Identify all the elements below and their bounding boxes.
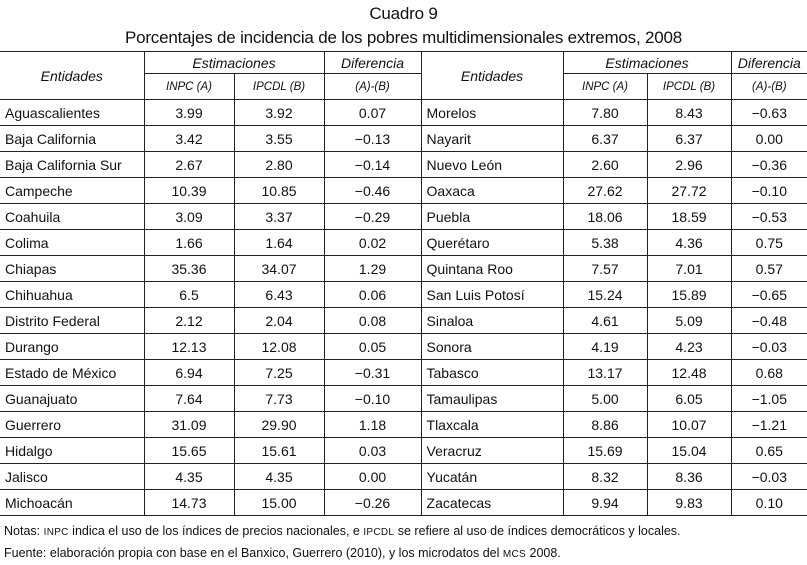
diferencia-cell: 0.10 bbox=[731, 490, 807, 516]
header-entidades-left: Entidades bbox=[0, 52, 144, 100]
entidad-cell: Morelos bbox=[421, 100, 563, 126]
header-entidades-right: Entidades bbox=[421, 52, 563, 100]
inpc-cell: 12.13 bbox=[144, 334, 234, 360]
table-row bbox=[0, 230, 807, 256]
diferencia-cell: 0.75 bbox=[731, 230, 807, 256]
entidad-cell: Zacatecas bbox=[421, 490, 563, 516]
ipcdl-cell: 10.85 bbox=[234, 178, 324, 204]
header-inpc-left: INPC (A) bbox=[144, 74, 234, 100]
inpc-cell: 8.32 bbox=[563, 464, 647, 490]
inpc-cell: 3.99 bbox=[144, 100, 234, 126]
notes-text-2: se refiere al uso de índices democráticos y locales. bbox=[394, 524, 681, 538]
diferencia-cell: 0.68 bbox=[731, 360, 807, 386]
table-body bbox=[0, 100, 807, 516]
ipcdl-cell: 2.96 bbox=[647, 152, 731, 178]
entidad-cell: Oaxaca bbox=[421, 178, 563, 204]
diferencia-cell: −0.03 bbox=[731, 334, 807, 360]
inpc-cell: 35.36 bbox=[144, 256, 234, 282]
diferencia-cell: −0.36 bbox=[731, 152, 807, 178]
ipcdl-cell: 12.08 bbox=[234, 334, 324, 360]
ipcdl-cell: 27.72 bbox=[647, 178, 731, 204]
entidad-cell: Aguascalientes bbox=[0, 100, 144, 126]
diferencia-cell: 0.08 bbox=[324, 308, 421, 334]
header-inpc-right: INPC (A) bbox=[563, 74, 647, 100]
header-diferencia-right: Diferencia bbox=[731, 52, 807, 74]
header-diff-left: (A)-(B) bbox=[324, 74, 421, 100]
ipcdl-cell: 7.01 bbox=[647, 256, 731, 282]
diferencia-cell: 1.18 bbox=[324, 412, 421, 438]
diferencia-cell: 0.65 bbox=[731, 438, 807, 464]
entidad-cell: Tlaxcala bbox=[421, 412, 563, 438]
ipcdl-cell: 4.36 bbox=[647, 230, 731, 256]
source-text-1: Fuente: elaboración propia con base en el Banxico, Guerrero (2010), y los microdatos del bbox=[4, 546, 503, 560]
inpc-cell: 2.67 bbox=[144, 152, 234, 178]
header-ipcdl-left: IPCDL (B) bbox=[234, 74, 324, 100]
diferencia-cell: −0.29 bbox=[324, 204, 421, 230]
ipcdl-cell: 8.36 bbox=[647, 464, 731, 490]
inpc-cell: 1.66 bbox=[144, 230, 234, 256]
ipcdl-cell: 12.48 bbox=[647, 360, 731, 386]
inpc-cell: 6.94 bbox=[144, 360, 234, 386]
diferencia-cell: −1.05 bbox=[731, 386, 807, 412]
ipcdl-cell: 4.23 bbox=[647, 334, 731, 360]
inpc-cell: 3.42 bbox=[144, 126, 234, 152]
table-row bbox=[0, 204, 807, 230]
diferencia-cell: −1.21 bbox=[731, 412, 807, 438]
ipcdl-cell: 2.80 bbox=[234, 152, 324, 178]
header-ipcdl-right: IPCDL (B) bbox=[647, 74, 731, 100]
diferencia-cell: 0.00 bbox=[731, 126, 807, 152]
entidad-cell: Coahuila bbox=[0, 204, 144, 230]
inpc-cell: 27.62 bbox=[563, 178, 647, 204]
entidad-cell: Guanajuato bbox=[0, 386, 144, 412]
entidad-cell: Nuevo León bbox=[421, 152, 563, 178]
entidad-cell: Baja California bbox=[0, 126, 144, 152]
inpc-cell: 5.38 bbox=[563, 230, 647, 256]
ipcdl-cell: 34.07 bbox=[234, 256, 324, 282]
inpc-cell: 14.73 bbox=[144, 490, 234, 516]
ipcdl-cell: 9.83 bbox=[647, 490, 731, 516]
inpc-cell: 7.80 bbox=[563, 100, 647, 126]
table-row bbox=[0, 464, 807, 490]
table-row bbox=[0, 308, 807, 334]
header-diferencia-left: Diferencia bbox=[324, 52, 421, 74]
inpc-cell: 15.24 bbox=[563, 282, 647, 308]
diferencia-cell: 1.29 bbox=[324, 256, 421, 282]
inpc-cell: 6.37 bbox=[563, 126, 647, 152]
entidad-cell: Puebla bbox=[421, 204, 563, 230]
inpc-cell: 5.00 bbox=[563, 386, 647, 412]
inpc-cell: 2.12 bbox=[144, 308, 234, 334]
notes-line bbox=[4, 521, 807, 543]
table-title: Cuadro 9 bbox=[369, 4, 438, 23]
inpc-cell: 13.17 bbox=[563, 360, 647, 386]
diferencia-cell: −0.10 bbox=[324, 386, 421, 412]
entidad-cell: Sinaloa bbox=[421, 308, 563, 334]
entidad-cell: Tabasco bbox=[421, 360, 563, 386]
ipcdl-cell: 15.00 bbox=[234, 490, 324, 516]
entidad-cell: Tamaulipas bbox=[421, 386, 563, 412]
diferencia-cell: −0.13 bbox=[324, 126, 421, 152]
inpc-cell: 4.35 bbox=[144, 464, 234, 490]
table-notes bbox=[0, 521, 807, 565]
diferencia-cell: −0.65 bbox=[731, 282, 807, 308]
diferencia-cell: −0.46 bbox=[324, 178, 421, 204]
diferencia-cell: 0.57 bbox=[731, 256, 807, 282]
entidad-cell: Campeche bbox=[0, 178, 144, 204]
ipcdl-cell: 10.07 bbox=[647, 412, 731, 438]
ipcdl-cell: 15.61 bbox=[234, 438, 324, 464]
entidad-cell: Veracruz bbox=[421, 438, 563, 464]
diferencia-cell: −0.26 bbox=[324, 490, 421, 516]
data-table bbox=[0, 51, 807, 516]
entidad-cell: Durango bbox=[0, 334, 144, 360]
diferencia-cell: −0.14 bbox=[324, 152, 421, 178]
inpc-cell: 31.09 bbox=[144, 412, 234, 438]
ipcdl-cell: 6.37 bbox=[647, 126, 731, 152]
entidad-cell: Sonora bbox=[421, 334, 563, 360]
ipcdl-cell: 7.25 bbox=[234, 360, 324, 386]
entidad-cell: Hidalgo bbox=[0, 438, 144, 464]
table-row bbox=[0, 126, 807, 152]
notes-text-1: indica el uso de los índices de precios nacionales, e bbox=[68, 524, 364, 538]
ipcdl-cell: 7.73 bbox=[234, 386, 324, 412]
entidad-cell: Baja California Sur bbox=[0, 152, 144, 178]
ipcdl-cell: 1.64 bbox=[234, 230, 324, 256]
notes-ipcdl-abbr: IPCDL bbox=[363, 527, 395, 538]
table-row bbox=[0, 412, 807, 438]
ipcdl-cell: 3.92 bbox=[234, 100, 324, 126]
source-line bbox=[4, 543, 807, 565]
notes-label: Notas: bbox=[4, 524, 44, 538]
entidad-cell: Estado de México bbox=[0, 360, 144, 386]
inpc-cell: 18.06 bbox=[563, 204, 647, 230]
inpc-cell: 7.57 bbox=[563, 256, 647, 282]
inpc-cell: 4.19 bbox=[563, 334, 647, 360]
entidad-cell: Colima bbox=[0, 230, 144, 256]
table-header bbox=[0, 52, 807, 100]
inpc-cell: 4.61 bbox=[563, 308, 647, 334]
table-row bbox=[0, 282, 807, 308]
diferencia-cell: 0.02 bbox=[324, 230, 421, 256]
diferencia-cell: 0.05 bbox=[324, 334, 421, 360]
notes-inpc-abbr: INPC bbox=[43, 527, 69, 538]
table-subtitle: Porcentajes de incidencia de los pobres multidimensionales extremos, 2008 bbox=[124, 28, 683, 47]
entidad-cell: Quintana Roo bbox=[421, 256, 563, 282]
header-estimaciones-right: Estimaciones bbox=[563, 52, 731, 74]
entidad-cell: Jalisco bbox=[0, 464, 144, 490]
inpc-cell: 7.64 bbox=[144, 386, 234, 412]
entidad-cell: Yucatán bbox=[421, 464, 563, 490]
entidad-cell: San Luis Potosí bbox=[421, 282, 563, 308]
ipcdl-cell: 6.05 bbox=[647, 386, 731, 412]
table-row bbox=[0, 334, 807, 360]
ipcdl-cell: 2.04 bbox=[234, 308, 324, 334]
ipcdl-cell: 15.04 bbox=[647, 438, 731, 464]
entidad-cell: Chiapas bbox=[0, 256, 144, 282]
ipcdl-cell: 6.43 bbox=[234, 282, 324, 308]
inpc-cell: 6.5 bbox=[144, 282, 234, 308]
diferencia-cell: 0.06 bbox=[324, 282, 421, 308]
diferencia-cell: 0.03 bbox=[324, 438, 421, 464]
diferencia-cell: −0.53 bbox=[731, 204, 807, 230]
entidad-cell: Nayarit bbox=[421, 126, 563, 152]
source-mcs-abbr: MCS bbox=[502, 549, 527, 560]
table-row bbox=[0, 256, 807, 282]
source-text-2: 2008. bbox=[526, 546, 561, 560]
ipcdl-cell: 18.59 bbox=[647, 204, 731, 230]
diferencia-cell: −0.63 bbox=[731, 100, 807, 126]
table-row bbox=[0, 100, 807, 126]
ipcdl-cell: 29.90 bbox=[234, 412, 324, 438]
table-row bbox=[0, 152, 807, 178]
table-row bbox=[0, 386, 807, 412]
entidad-cell: Michoacán bbox=[0, 490, 144, 516]
entidad-cell: Distrito Federal bbox=[0, 308, 144, 334]
table-row bbox=[0, 490, 807, 516]
inpc-cell: 2.60 bbox=[563, 152, 647, 178]
diferencia-cell: −0.10 bbox=[731, 178, 807, 204]
inpc-cell: 8.86 bbox=[563, 412, 647, 438]
ipcdl-cell: 3.37 bbox=[234, 204, 324, 230]
entidad-cell: Chihuahua bbox=[0, 282, 144, 308]
ipcdl-cell: 5.09 bbox=[647, 308, 731, 334]
entidad-cell: Guerrero bbox=[0, 412, 144, 438]
diferencia-cell: −0.03 bbox=[731, 464, 807, 490]
ipcdl-cell: 8.43 bbox=[647, 100, 731, 126]
ipcdl-cell: 4.35 bbox=[234, 464, 324, 490]
table-row bbox=[0, 178, 807, 204]
inpc-cell: 3.09 bbox=[144, 204, 234, 230]
diferencia-cell: 0.07 bbox=[324, 100, 421, 126]
inpc-cell: 15.69 bbox=[563, 438, 647, 464]
table-row bbox=[0, 360, 807, 386]
entidad-cell: Querétaro bbox=[421, 230, 563, 256]
diferencia-cell: 0.00 bbox=[324, 464, 421, 490]
inpc-cell: 15.65 bbox=[144, 438, 234, 464]
header-estimaciones-left: Estimaciones bbox=[144, 52, 324, 74]
inpc-cell: 10.39 bbox=[144, 178, 234, 204]
header-diff-right: (A)-(B) bbox=[731, 74, 807, 100]
document-page bbox=[0, 2, 807, 561]
diferencia-cell: −0.31 bbox=[324, 360, 421, 386]
ipcdl-cell: 3.55 bbox=[234, 126, 324, 152]
table-row bbox=[0, 438, 807, 464]
diferencia-cell: −0.48 bbox=[731, 308, 807, 334]
inpc-cell: 9.94 bbox=[563, 490, 647, 516]
ipcdl-cell: 15.89 bbox=[647, 282, 731, 308]
